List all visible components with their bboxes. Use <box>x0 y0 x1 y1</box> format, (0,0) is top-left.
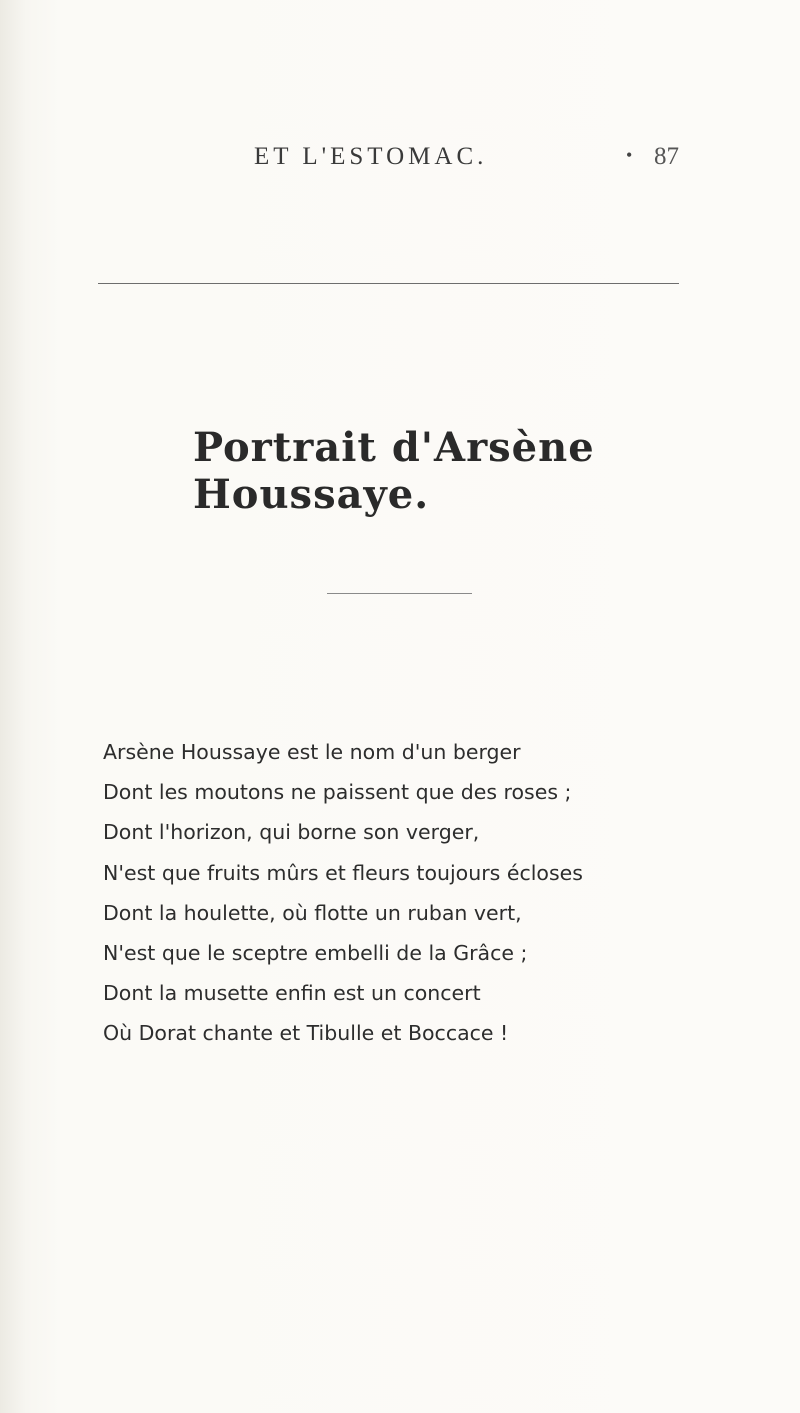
title-divider <box>327 593 472 594</box>
poem-line: Arsène Houssaye est le nom d'un berger <box>103 740 521 764</box>
running-head <box>0 143 800 183</box>
poem-line: N'est que le sceptre embelli de la Grâce ; <box>103 940 528 965</box>
poem-line: Où Dorat chante et Tibulle et Boccace ! <box>103 1021 509 1046</box>
poem-line: Dont la houlette, où flotte un ruban vert, <box>103 900 522 925</box>
poem-line: N'est que fruits mûrs et fleurs toujours écloses <box>103 860 583 885</box>
poem-line: Dont la musette enfin est un concert <box>103 981 481 1006</box>
poem-line: Dont les moutons ne paissent que des roses ; <box>103 780 572 805</box>
poem-body <box>103 732 703 1054</box>
running-head-bullet: • <box>626 145 633 165</box>
poem-title: Portrait d'Arsène Houssaye. <box>193 424 595 518</box>
running-head-text: ET L'ESTOMAC. <box>254 143 488 170</box>
header-rule <box>98 283 679 284</box>
poem-line: Dont l'horizon, qui borne son verger, <box>103 820 480 845</box>
page-number: 87 <box>654 143 679 170</box>
